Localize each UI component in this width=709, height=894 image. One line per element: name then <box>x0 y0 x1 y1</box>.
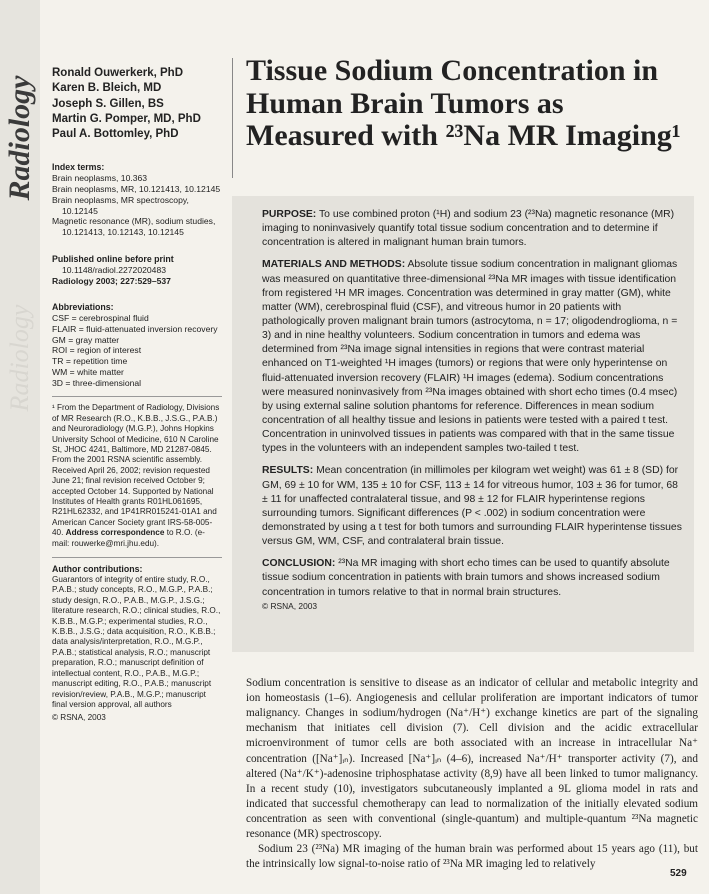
abstract-text: Mean concentration (in millimoles per kilogram wet weight) was 61 ± 8 (SD) for GM, 69 ± 10 for WM, 135 ± 10 for CSF, 113 ± 14 for vitreous humor, 103 ± 36 for tumor, 68 ± 11 for unaffected contralateral tissue, and 98 ± 12 for FLAIR hyperintense regions surrounding tumors. Significant differences (P < .002) in sodium concentration were demonstrated by using a t test for both tumors and surrounding FLAIR hyperintense tissues versus GM, WM, CSF, and contralateral brain tissue. <box>262 465 682 548</box>
affiliation-text: ¹ From the Department of Radiology, Divisions of MR Research (R.O., K.B.B., J.S.G., P.A.B.) and Neuroradiology (M.G.P.), Johns Hopkins University School of Medicine, 610 N Caroline St, JHOC 4241, Baltimore, MD 21287-0845. From the 2001 RSNA scientific assembly. Received April 26, 2002; revision requested June 21; final revision received October 9; accepted October 14. Supported by National Institutes of Health grants R01HL061695, R21HL62332, and 1P41RR015241-01A1 and American Cancer Society grant IRS-58-005-40. <box>52 403 220 538</box>
author: Karen B. Bleich, MD <box>52 82 162 95</box>
body-paragraph: Sodium concentration is sensitive to disease as an indicator of cellular and metabolic integrity and ion homeostasis (1–6). Angiogenesis and cellular proliferation are important indicators of tumor malignancy. Changes in sodium/hydrogen (Na⁺/H⁺) exchange kinetics are part of the signaling mechanism that initiates cell division (7). Cell division and the acidic extracellular microenvironment of tumor cells are both associated with an increase in intracellular Na⁺ concentration ([Na⁺]ᵢₙ). Increased [Na⁺]ᵢₙ (4–6), increased Na⁺/H⁺ transporter activity (7), and altered (Na⁺/K⁺)-adenosine triphosphatase activity (8,9) have all been linked to tumor malignancy. In a recent study (10), investigators subcutaneously implanted a 9L glioma model in rats and indicated that successful chemotherapy can lead to normalization of the initially elevated sodium concentration as seen with conventional (single-quantum) and multiple-quantum ²³Na magnetic resonance (MR) spectroscopy. <box>246 677 698 841</box>
left-sidebar <box>52 66 222 724</box>
contributions-text: Guarantors of integrity of entire study, R.O., P.A.B.; study concepts, R.O., M.G.P., P.A.B.; study design, R.O., P.A.B., M.G.P., J.S.G.; literature research, R.O.; clinical studies, R.O., K.B.B., M.G.P.; experimental studies, R.O., K.B.B., J.S.G.; data acquisition, R.O., K.B.B.; data analysis/interpretation, R.O., M.G.P., P.A.B.; statistical analysis, R.O.; manuscript preparation, R.O.; manuscript definition of intellectual content, R.O., P.A.B., M.G.P.; manuscript editing, R.O., P.A.B.; manuscript revision/review, P.A.B., M.G.P.; manuscript final version approval, all authors <box>52 575 221 709</box>
abstract-copyright: © RSNA, 2003 <box>262 600 318 611</box>
correspondence-label: Address correspondence <box>65 528 165 538</box>
author: Paul A. Bottomley, PhD <box>52 128 179 141</box>
abstract-box <box>232 196 694 652</box>
abstract-label: CONCLUSION: <box>262 558 336 570</box>
left-copyright: © RSNA, 2003 <box>52 713 106 723</box>
abstract-text: Absolute tissue sodium concentration in malignant gliomas was measured on quantitative three-dimensional ²³Na MR images with tissue identification from registered ¹H MR images. Concentration was determined in gray matter (GM), white matter (WM), cerebrospinal fluid (CSF), and vitreous humor in 20 patients with pathologically proven malignant brain tumors (astrocytoma, n = 17; oligodendroglioma, n = 3) and in nine healthy volunteers. Sodium concentration in tumors and edema was determined from ²³Na image signal intensities in regions that were contrast material enhanced on T1-weighted ¹H images (tumors) or regions that were only hyperintense on fluid-attenuated inversion recovery (FLAIR) ¹H images (edema). Sodium concentrations were measured noninvasively from ²³Na images obtained with short echo times (0.4 msec) by using external saline solution phantoms for reference. Differences in mean sodium concentration of all healthy tissue and lesions in patients were tested with a paired t test. Concentration in uninvolved tissues in patients was compared with that in the same tissue types in the volunteers with an independent samples two-tailed t test. <box>262 259 678 455</box>
abstract-methods <box>262 258 682 456</box>
journal-name-text: Radiology <box>3 75 36 201</box>
affiliation-footnote <box>52 403 222 549</box>
journal-watermark-text: Radiology <box>5 304 34 412</box>
body-paragraph: Sodium 23 (²³Na) MR imaging of the human brain was performed about 15 years ago (11), but the intrinsically low signal-to-noise ratio of ²³Na MR imaging led to relatively <box>246 843 698 871</box>
title-rule <box>232 58 233 178</box>
abstract-text: ²³Na MR imaging with short echo times can be used to quantify absolute tissue sodium concentration in patients with brain tumors and shows increased sodium concentration in tumors relative to that in normal brain structures. <box>262 558 670 598</box>
journal-watermark <box>2 268 38 448</box>
abbreviation: 3D = three-dimensional <box>52 377 142 388</box>
body-text <box>246 676 698 872</box>
index-term: Brain neoplasms, MR spectroscopy, 10.12145 <box>52 194 189 216</box>
author: Ronald Ouwerkerk, PhD <box>52 67 184 79</box>
abstract-results <box>262 464 682 549</box>
divider <box>52 557 222 558</box>
abbreviation: CSF = cerebrospinal fluid <box>52 313 149 324</box>
citation: Radiology 2003; 227:529–537 <box>52 275 171 286</box>
contributions-heading: Author contributions: <box>52 564 143 575</box>
correspondence-text: to R.O. (e-mail: rouwerke@mri.jhu.edu). <box>52 528 205 548</box>
article-title: Tissue Sodium Concentration in Human Brain Tumors as Measured with ²³Na MR Imaging¹ <box>246 54 681 153</box>
doi: 10.1148/radiol.2272020483 <box>62 264 167 275</box>
abstract-purpose <box>262 208 682 250</box>
index-term: Magnetic resonance (MR), sodium studies, 10.121413, 10.12143, 10.12145 <box>52 216 216 238</box>
divider <box>52 396 222 397</box>
journal-name <box>2 58 38 218</box>
abstract-label: PURPOSE: <box>262 209 317 220</box>
index-terms-heading: Index terms: <box>52 162 105 173</box>
published-heading: Published online before print <box>52 253 174 264</box>
abstract-text: To use combined proton (¹H) and sodium 23 (²³Na) magnetic resonance (MR) imaging to noninvasively quantify total tissue sodium concentration and to determine if concentration is altered in malignant human brain tumors. <box>262 209 675 249</box>
page-number: 529 <box>670 868 687 879</box>
abbreviation: TR = repetition time <box>52 356 128 367</box>
author: Joseph S. Gillen, BS <box>52 97 164 110</box>
author-list <box>52 66 222 142</box>
index-term: Brain neoplasms, MR, 10.121413, 10.12145 <box>52 184 221 195</box>
abstract-label: MATERIALS AND METHODS: <box>262 259 406 271</box>
abbreviations-heading: Abbreviations: <box>52 302 114 313</box>
abbreviation: GM = gray matter <box>52 334 120 345</box>
abstract-label: RESULTS: <box>262 465 314 477</box>
abbreviation: WM = white matter <box>52 366 124 377</box>
abbreviation: FLAIR = fluid-attenuated inversion recovery <box>52 323 218 334</box>
abbreviation: ROI = region of interest <box>52 345 142 356</box>
author: Martin G. Pomper, MD, PhD <box>52 112 201 125</box>
abstract-conclusion <box>262 557 682 614</box>
index-term: Brain neoplasms, 10.363 <box>52 173 148 184</box>
